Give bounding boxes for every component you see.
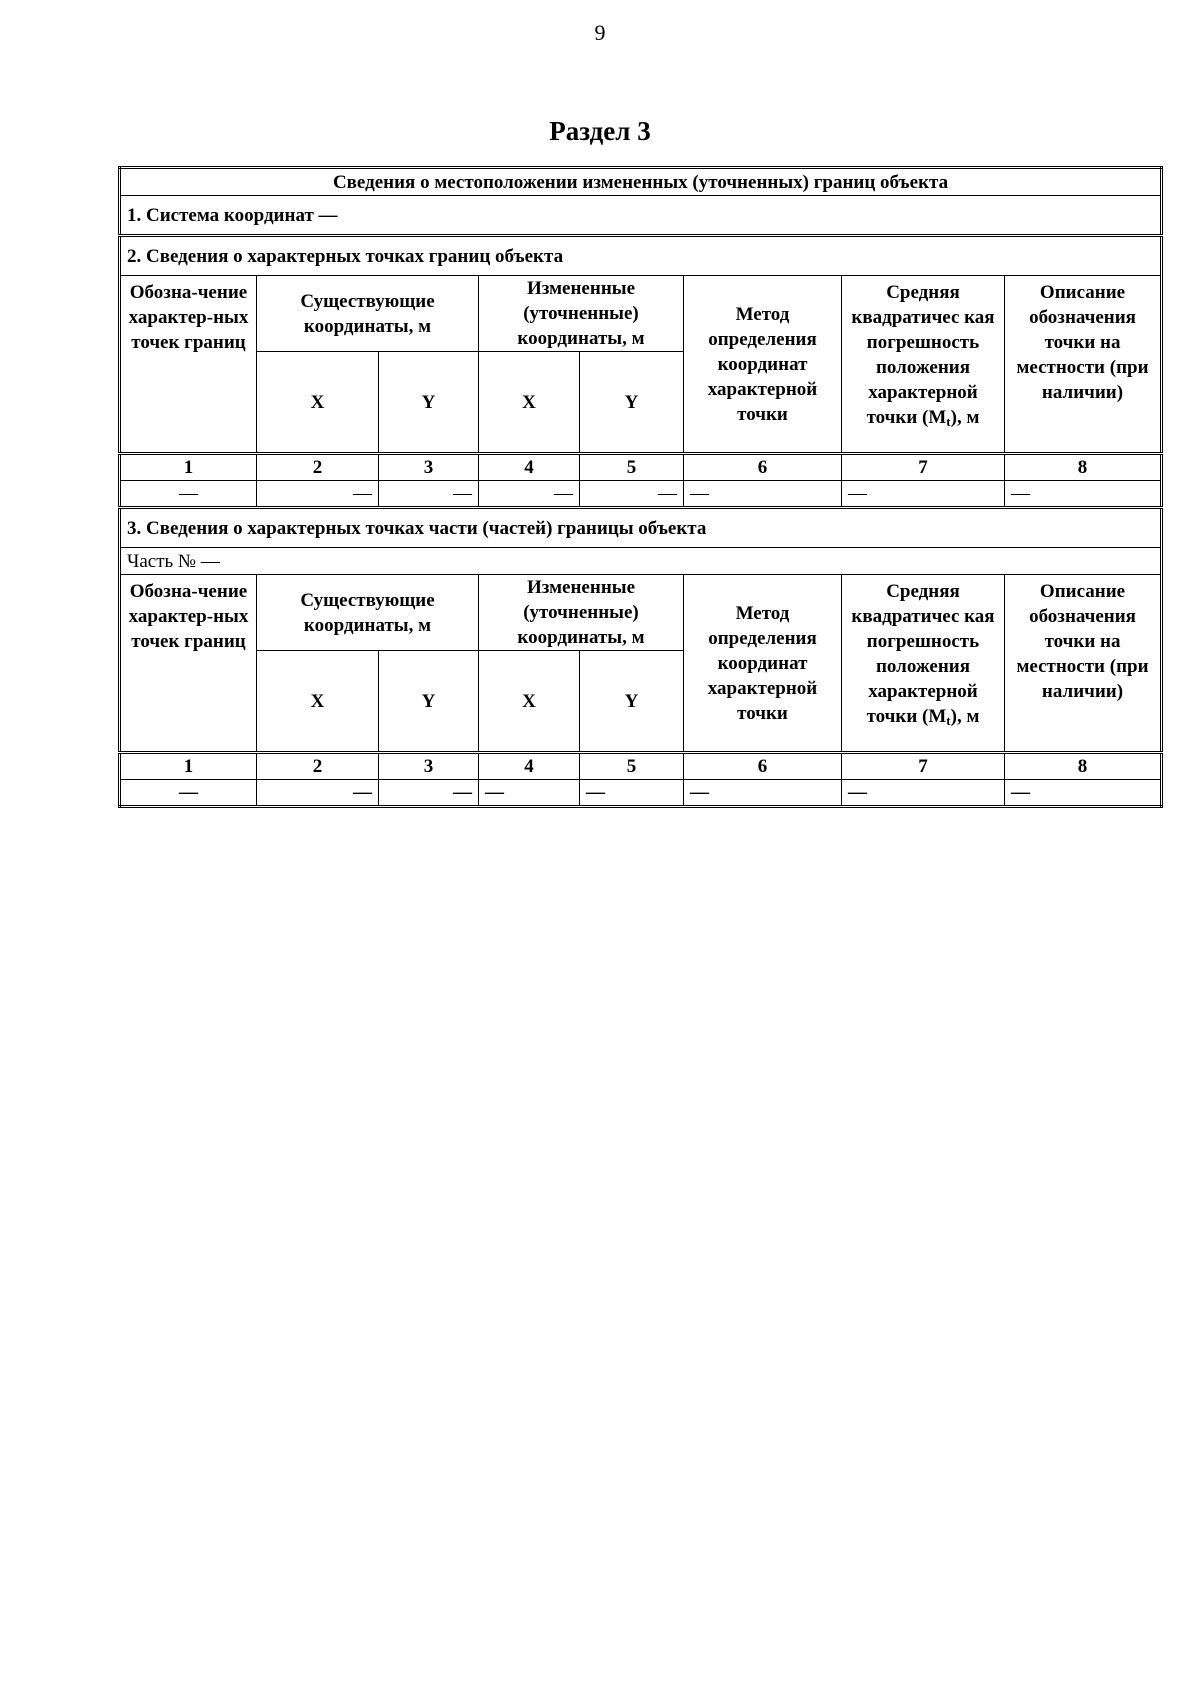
col-method-header: Метод определения координат характерной точки (684, 276, 842, 454)
col-existing-y: Y (379, 651, 479, 753)
col-changed-header: Измененные (уточненные) координаты, м (479, 575, 684, 651)
col-designation-header: Обозна-чение характер-ных точек границ (120, 575, 257, 753)
col-changed-y: Y (580, 352, 684, 454)
col-changed-y: Y (580, 651, 684, 753)
col-error-text: Средняя квадратичес кая погрешность положения характерной точки (M (851, 581, 995, 727)
section-title: Раздел 3 (549, 116, 651, 146)
col-error-text: Средняя квадратичес кая погрешность положения характерной точки (M (851, 282, 995, 428)
col-number: 5 (580, 454, 684, 481)
col-number: 1 (120, 454, 257, 481)
col-error-header (842, 575, 1005, 753)
col-number: 6 (684, 454, 842, 481)
col-changed-x: X (479, 651, 580, 753)
col-number: 4 (479, 753, 580, 780)
col-existing-x: X (257, 352, 379, 454)
col-number: 5 (580, 753, 684, 780)
coord-system-row: 1. Система координат — (120, 196, 1162, 236)
table-cell: — (379, 780, 479, 807)
col-number: 3 (379, 753, 479, 780)
table-cell: — (479, 481, 580, 508)
table-cell: — (1005, 780, 1162, 807)
col-error-unit: ), м (950, 407, 980, 428)
col-error-header (842, 276, 1005, 454)
table-title: Сведения о местоположении измененных (уточненных) границ объекта (120, 168, 1162, 196)
col-existing-y: Y (379, 352, 479, 454)
table-cell: — (257, 481, 379, 508)
col-description-header: Описание обозначения точки на местности (при наличии) (1005, 276, 1162, 454)
col-number: 3 (379, 454, 479, 481)
table-cell: — (479, 780, 580, 807)
col-existing-x: X (257, 651, 379, 753)
col-changed-x: X (479, 352, 580, 454)
col-designation-header: Обозна-чение характер-ных точек границ (120, 276, 257, 454)
col-number: 8 (1005, 753, 1162, 780)
table-cell: — (120, 481, 257, 508)
table-cell: — (120, 780, 257, 807)
col-description-header: Описание обозначения точки на местности (при наличии) (1005, 575, 1162, 753)
col-changed-header: Измененные (уточненные) координаты, м (479, 276, 684, 352)
col-number: 7 (842, 753, 1005, 780)
col-number: 1 (120, 753, 257, 780)
table-cell: — (684, 780, 842, 807)
part-number: Часть № — (120, 548, 1162, 575)
parts-heading: 3. Сведения о характерных точках части (частей) границы объекта (120, 508, 1162, 548)
col-method-header: Метод определения координат характерной точки (684, 575, 842, 753)
table-cell: — (842, 481, 1005, 508)
col-number: 2 (257, 454, 379, 481)
col-number: 4 (479, 454, 580, 481)
col-number: 7 (842, 454, 1005, 481)
table-cell: — (379, 481, 479, 508)
page-number: 9 (594, 20, 606, 45)
table-cell: — (580, 780, 684, 807)
col-number: 8 (1005, 454, 1162, 481)
col-number: 6 (684, 753, 842, 780)
table-cell: — (1005, 481, 1162, 508)
col-error-subscript: t (946, 713, 951, 728)
points-heading: 2. Сведения о характерных точках границ объекта (120, 236, 1162, 276)
col-existing-header: Существующие координаты, м (257, 575, 479, 651)
table-cell: — (580, 481, 684, 508)
table-cell: — (842, 780, 1005, 807)
table-cell: — (684, 481, 842, 508)
col-existing-header: Существующие координаты, м (257, 276, 479, 352)
table-cell: — (257, 780, 379, 807)
col-error-subscript: t (946, 414, 951, 429)
col-error-unit: ), м (950, 706, 980, 727)
col-number: 2 (257, 753, 379, 780)
boundary-table (118, 166, 1163, 808)
